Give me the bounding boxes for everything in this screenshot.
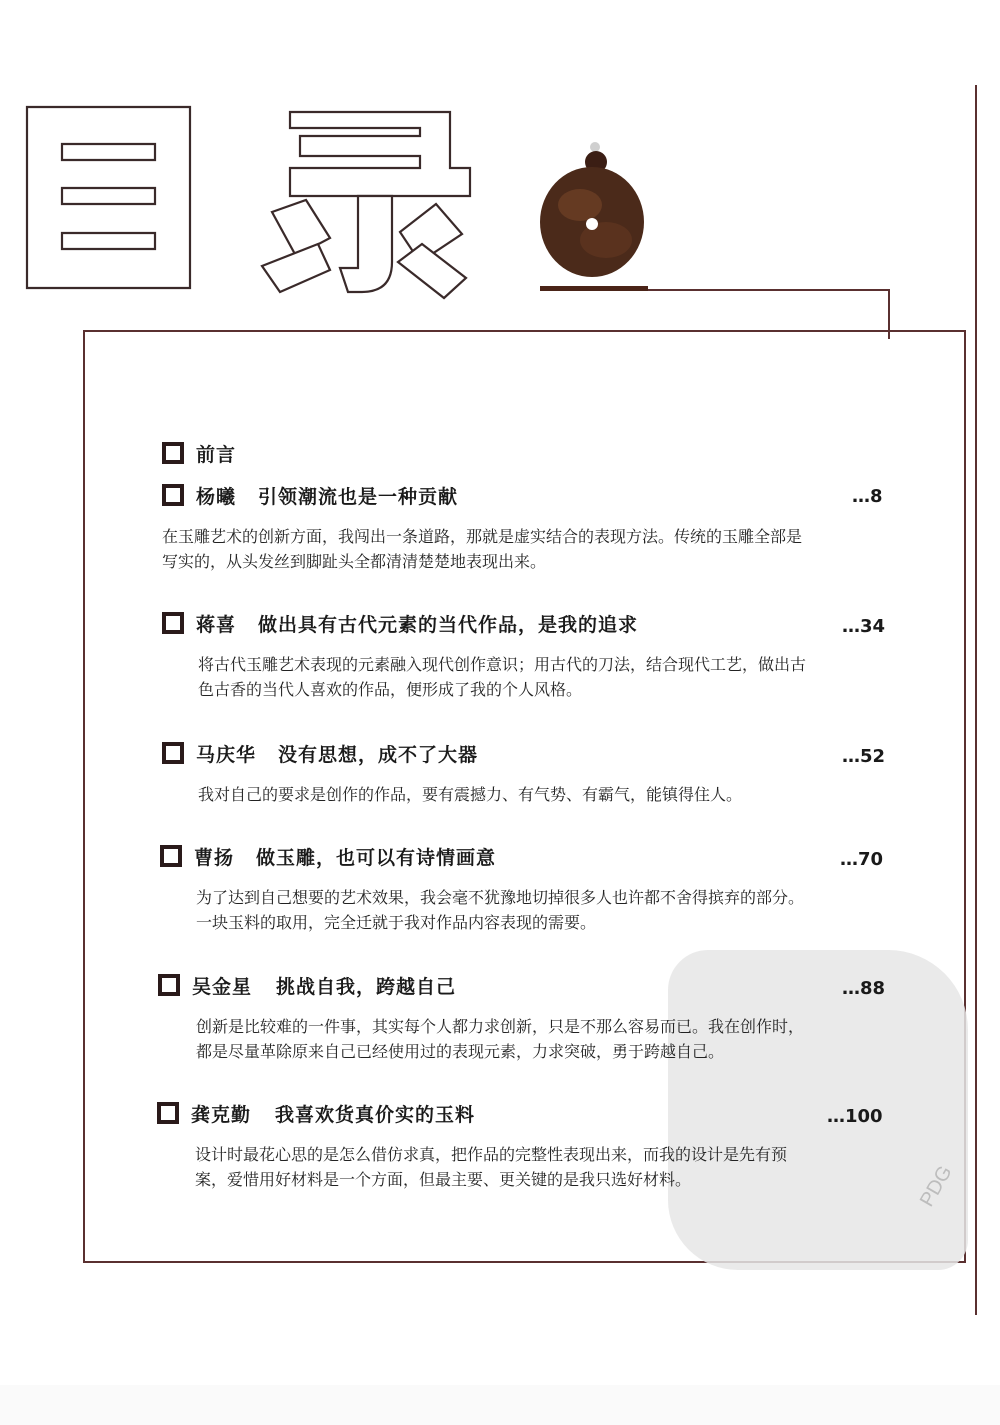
toc-entry[interactable] <box>158 972 888 1061</box>
entry-title: 做玉雕，也可以有诗情画意 <box>256 847 497 869</box>
toc-entry[interactable] <box>162 610 892 699</box>
jade-pendant-icon <box>540 142 644 277</box>
entry-title: 我喜欢货真价实的玉料 <box>275 1104 476 1126</box>
bullet-square-icon <box>157 1102 179 1124</box>
entry-author: 曹扬 <box>194 847 235 869</box>
entry-desc-line: 色古香的当代人喜欢的作品，便形成了我的个人风格。 <box>198 680 583 699</box>
bullet-square-icon <box>162 612 184 634</box>
toc-entry[interactable] <box>162 482 892 571</box>
bullet-square-icon <box>162 742 184 764</box>
entry-desc-line: 都是尽量革除原来自己已经使用过的表现元素，力求突破，勇于跨越自己。 <box>196 1042 725 1061</box>
entry-author: 杨曦 <box>196 486 237 508</box>
bullet-square-icon <box>158 974 180 996</box>
entry-author: 马庆华 <box>196 744 257 766</box>
entry-title: 挑战自我，跨越自己 <box>276 976 457 998</box>
entry-desc-line: 为了达到自己想要的艺术效果，我会毫不犹豫地切掉很多人也许都不舍得摈弃的部分。 <box>196 888 805 907</box>
entry-title: 没有思想，成不了大器 <box>278 744 479 766</box>
entry-desc-line: 将古代玉雕艺术表现的元素融入现代创作意识；用古代的刀法，结合现代工艺，做出古 <box>198 655 807 674</box>
entry-desc-line: 案，爱惜用好材料是一个方面，但最主要、更关键的是我只选好材料。 <box>195 1170 692 1189</box>
toc-entry-preface[interactable] <box>162 440 892 470</box>
entry-page: …8 <box>852 486 883 507</box>
entry-page: …52 <box>842 746 886 767</box>
bullet-square-icon <box>162 484 184 506</box>
entry-title: 引领潮流也是一种贡献 <box>258 486 459 508</box>
entry-author: 前言 <box>196 444 237 466</box>
toc-entry[interactable] <box>157 1100 887 1189</box>
header-rule-accent <box>540 286 648 291</box>
entry-page: …34 <box>842 616 886 637</box>
entry-page: …70 <box>840 849 884 870</box>
bullet-square-icon <box>160 845 182 867</box>
entry-author: 龚克勤 <box>191 1104 252 1126</box>
entry-author: 吴金星 <box>192 976 253 998</box>
entry-page: …88 <box>842 978 886 999</box>
entry-desc-line: 写实的，从头发丝到脚趾头全都清清楚楚地表现出来。 <box>162 552 547 571</box>
watermark-text: PDG <box>915 1161 957 1211</box>
entry-desc-line: 设计时最花心思的是怎么借仿求真，把作品的完整性表现出来，而我的设计是先有预 <box>195 1145 788 1164</box>
entry-desc-line: 我对自己的要求是创作的作品，要有震撼力、有气势、有霸气，能镇得住人。 <box>198 785 743 804</box>
toc-entry[interactable] <box>160 843 890 932</box>
entry-desc-line: 在玉雕艺术的创新方面，我闯出一条道路，那就是虚实结合的表现方法。传统的玉雕全部是 <box>162 527 803 546</box>
entry-desc-line: 创新是比较难的一件事，其实每个人都力求创新，只是不那么容易而已。我在创作时， <box>196 1017 805 1036</box>
entry-desc-line: 一块玉料的取用，完全迁就于我对作品内容表现的需要。 <box>196 913 597 932</box>
entry-page: …100 <box>827 1106 883 1127</box>
toc-entry[interactable] <box>162 740 892 804</box>
entry-author: 蒋喜 <box>196 614 237 636</box>
page-bottom-strip <box>0 1385 1000 1425</box>
bullet-square-icon <box>162 442 184 464</box>
entry-title: 做出具有古代元素的当代作品，是我的追求 <box>258 614 639 636</box>
